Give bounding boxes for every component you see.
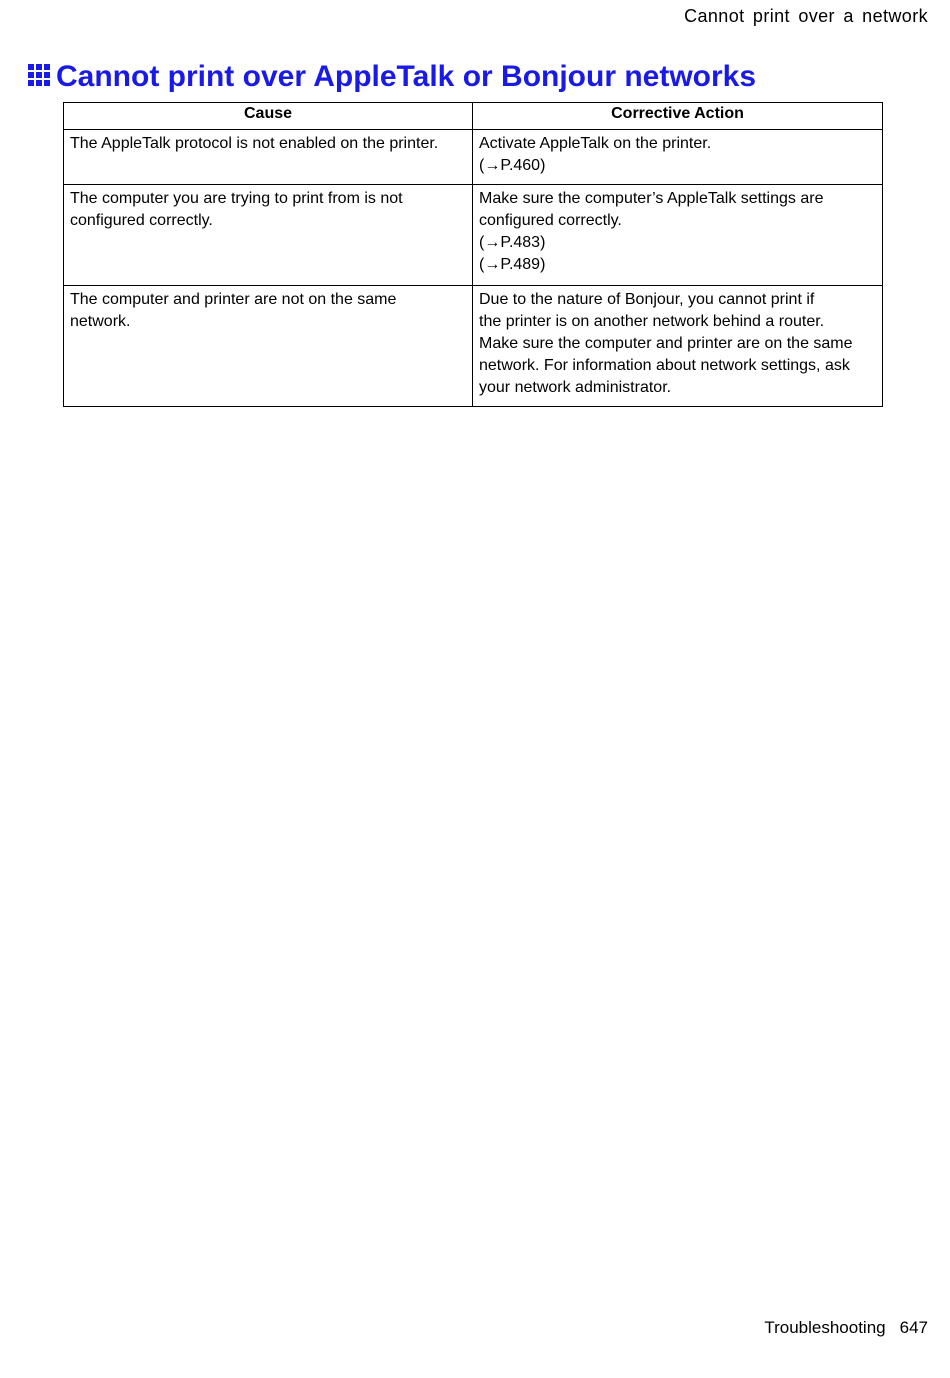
page-footer [764, 1318, 928, 1338]
cause-cell [64, 185, 473, 286]
action-line: Make sure the computer’s AppleTalk settings are [479, 190, 824, 207]
cause-cell [64, 286, 473, 407]
action-line: Activate AppleTalk on the printer. [479, 135, 712, 152]
troubleshooting-table [63, 102, 883, 407]
table-row [64, 130, 883, 185]
table-row [64, 185, 883, 286]
table-row [64, 286, 883, 407]
action-line: the printer is on another network behind a router. [479, 313, 825, 330]
cause-line: configured correctly. [70, 212, 213, 229]
action-line: Make sure the computer and printer are on the same [479, 335, 853, 352]
section-title: Cannot print over AppleTalk or Bonjour networks [56, 60, 757, 93]
footer-page-number: 647 [899, 1318, 928, 1337]
page-reference-link[interactable]: (→P.460) [479, 157, 546, 174]
footer-chapter: Troubleshooting [764, 1318, 886, 1337]
column-header-corrective-action: Corrective Action [473, 103, 883, 130]
action-line: your network administrator. [479, 379, 672, 396]
action-cell [473, 130, 883, 185]
table-header-row [64, 103, 883, 130]
cause-line: The computer you are trying to print from is not [70, 190, 403, 207]
action-cell [473, 286, 883, 407]
action-cell [473, 185, 883, 286]
section-heading [28, 60, 756, 94]
cause-line: network. [70, 313, 131, 330]
cause-cell [64, 130, 473, 185]
cause-line: The computer and printer are not on the same [70, 291, 397, 308]
page-reference-link[interactable]: (→P.489) [479, 256, 546, 273]
grid-icon [28, 64, 50, 86]
column-header-cause: Cause [64, 103, 473, 130]
action-line: configured correctly. [479, 212, 622, 229]
action-line: Due to the nature of Bonjour, you cannot print if [479, 291, 815, 308]
running-header: Cannot print over a network [684, 6, 928, 26]
page-reference-link[interactable]: (→P.483) [479, 234, 546, 251]
action-line: network. For information about network settings, ask [479, 357, 850, 374]
cause-line: The AppleTalk protocol is not enabled on the printer. [70, 135, 439, 152]
